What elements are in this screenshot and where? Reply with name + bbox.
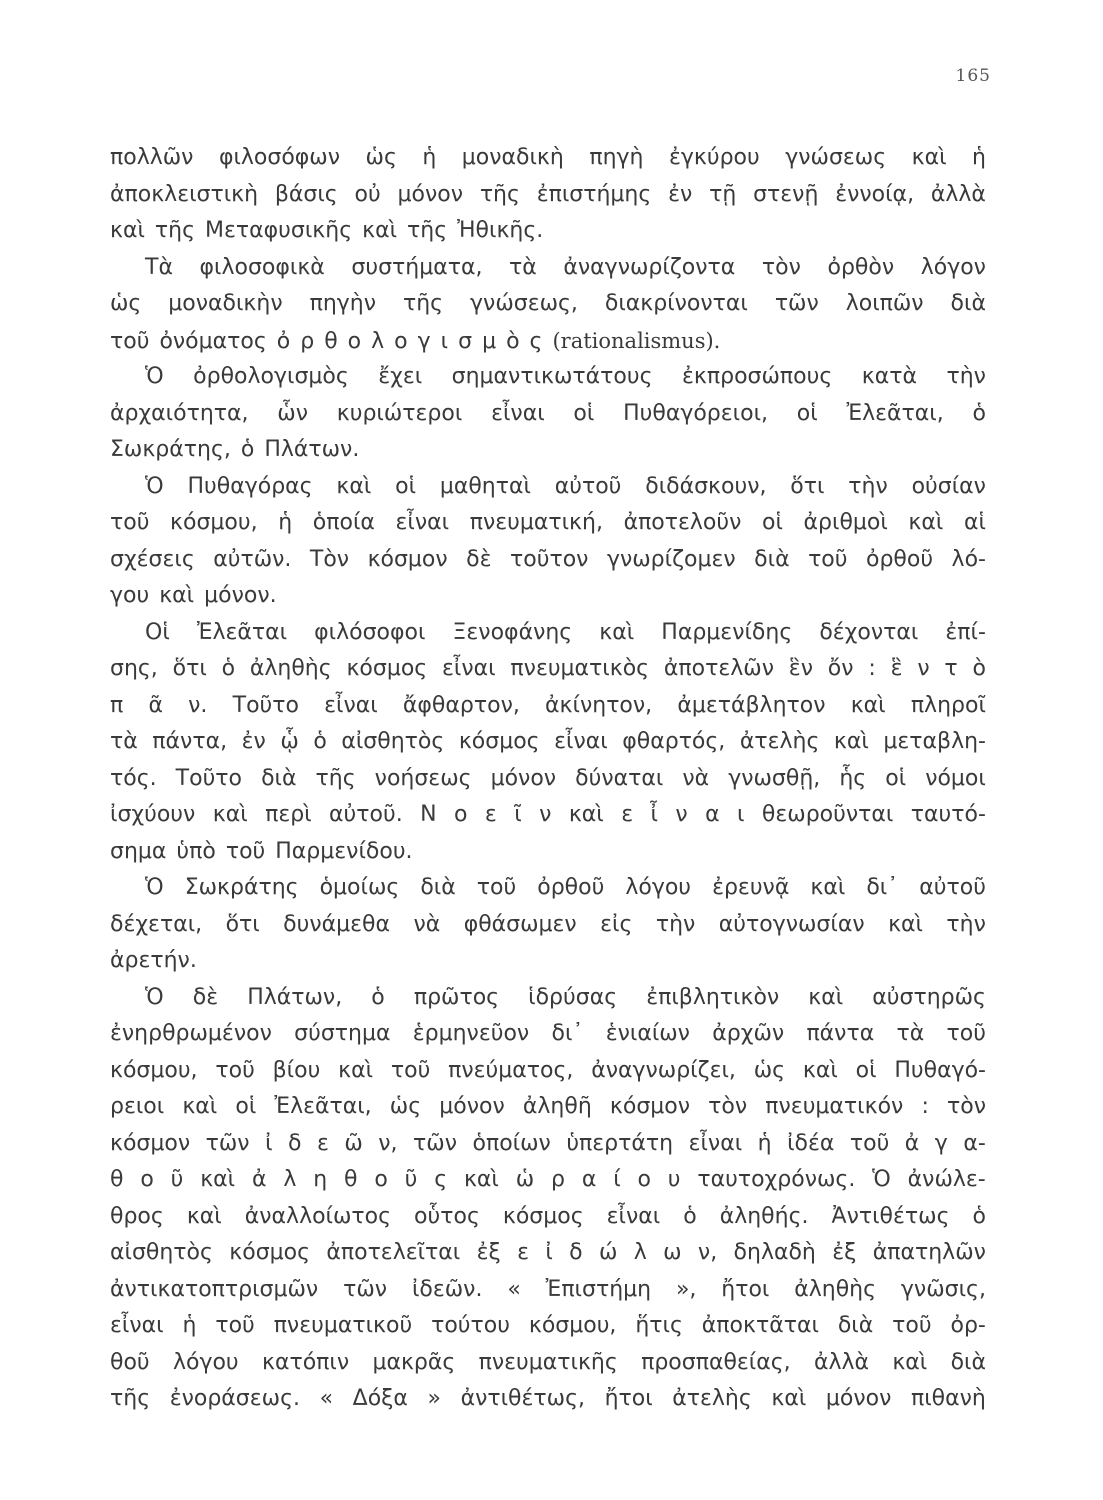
text-line: καὶ τῆς Μεταφυσικῆς καὶ τῆς Ἠθικῆς. [110,218,544,243]
text-line: Τὰ φιλοσοφικὰ συστήματα, τὰ ἀναγνωρίζοντα τὸν ὀρθὸν λόγον [145,254,986,280]
text-line: σχέσεις αὐτῶν. Τὸν κόσμον δὲ τοῦτον γνωρίζομεν διὰ τοῦ ὀρθοῦ λό- [110,546,986,572]
text-line: σης, ὅτι ὁ ἀληθὴς κόσμος εἶναι πνευματικὸς ἀποτελῶν ἓν ὄν : ἓ ν τ ὸ [110,656,986,681]
text-line: Ὁ Πυθαγόρας καὶ οἱ μαθηταὶ αὐτοῦ διδάσκουν, ὅτι τὴν οὐσίαν [145,473,986,499]
text-line: θ ο ῦ καὶ ἀ λ η θ ο ῦ ς καὶ ὡ ρ α ί ο υ ταυτοχρόνως. Ὁ ἀνώλε- [110,1167,986,1192]
text-line: ἀρχαιότητα, ὧν κυριώτεροι εἶναι οἱ Πυθαγόρειοι, οἱ Ἐλεᾶται, ὁ [110,400,986,426]
body-text [110,140,986,1418]
text-line: τὰ πάντα, ἐν ᾧ ὁ αἰσθητὸς κόσμος εἶναι φθαρτός, ἀτελὴς καὶ μεταβλη- [110,729,986,754]
text-line: γου καὶ μόνον. [110,583,277,608]
text-line: δέχεται, ὅτι δυνάμεθα νὰ φθάσωμεν εἰς τὴν αὐτογνωσίαν καὶ τὴν [110,911,986,937]
text-line: π ᾶ ν. Τοῦτο εἶναι ἄφθαρτον, ἀκίνητον, ἀμετάβλητον καὶ πληροῖ [110,692,986,718]
text-line: ρειοι καὶ οἱ Ἐλεᾶται, ὡς μόνον ἀληθῆ κόσμον τὸν πνευματικόν : τὸν [110,1094,986,1119]
text-line: θοῦ λόγου κατόπιν μακρᾶς πνευματικῆς προσπαθείας, ἀλλὰ καὶ διὰ [110,1349,986,1375]
text-line: Ὁ ὀρθολογισμὸς ἔχει σημαντικωτάτους ἐκπροσώπους κατὰ τὴν [145,364,986,389]
text-line: τοῦ ὀνόματος ὀ ρ θ ο λ ο γ ι σ μ ὸ ς (rationalismus). [110,328,721,354]
text-line: σημα ὑπὸ τοῦ Παρμενίδου. [110,838,413,864]
text-line: ἰσχύουν καὶ περὶ αὐτοῦ. Ν ο ε ῖ ν καὶ ε ἶ ν α ι θεωροῦνται ταυτό- [110,802,986,827]
text-line: εἶναι ἡ τοῦ πνευματικοῦ τούτου κόσμου, ἥτις ἀποκτᾶται διὰ τοῦ ὀρ- [110,1313,986,1338]
text-line: Σωκράτης, ὁ Πλάτων. [110,437,360,462]
text-line: Οἱ Ἐλεᾶται φιλόσοφοι Ξενοφάνης καὶ Παρμενίδης δέχονται ἐπί- [145,619,986,645]
text-line: θρος καὶ ἀναλλοίωτος οὗτος κόσμος εἶναι ὁ ἀληθής. Ἀντιθέτως ὁ [110,1203,986,1229]
text-line: αἰσθητὸς κόσμος ἀποτελεῖται ἐξ ε ἰ δ ώ λ ω ν, δηλαδὴ ἐξ ἀπατηλῶν [110,1240,986,1265]
text-line: τοῦ κόσμου, ἡ ὁποία εἶναι πνευματική, ἀποτελοῦν οἱ ἀριθμοὶ καὶ αἱ [110,510,986,535]
text-line: κόσμον τῶν ἰ δ ε ῶ ν, τῶν ὁποίων ὑπερτάτη εἶναι ἡ ἰδέα τοῦ ἀ γ α- [110,1130,986,1156]
text-line: κόσμου, τοῦ βίου καὶ τοῦ πνεύματος, ἀναγνωρίζει, ὡς καὶ οἱ Πυθαγό- [110,1057,986,1083]
text-line: ἐνηρθρωμένον σύστημα ἑρμηνεῦον δι᾿ ἑνιαίων ἀρχῶν πάντα τὰ τοῦ [110,1021,986,1046]
text-line: τός. Τοῦτο διὰ τῆς νοήσεως μόνον δύναται νὰ γνωσθῇ, ἧς οἱ νόμοι [110,765,986,791]
text-line: Ὁ Σωκράτης ὁμοίως διὰ τοῦ ὀρθοῦ λόγου ἐρευνᾷ καὶ δι᾿ αὐτοῦ [145,875,986,900]
text-line: Ὁ δὲ Πλάτων, ὁ πρῶτος ἱδρύσας ἐπιβλητικὸν καὶ αὐστηρῶς [145,984,986,1010]
text-line: ἀποκλειστικὴ βάσις οὐ μόνον τῆς ἐπιστήμης ἐν τῇ στενῇ ἐννοίᾳ, ἀλλὰ [110,181,986,207]
page-number: 165 [955,66,991,86]
text-line: ὡς μοναδικὴν πηγὴν τῆς γνώσεως, διακρίνονται τῶν λοιπῶν διὰ [110,291,986,316]
text-line: τῆς ἐνοράσεως. « Δόξα » ἀντιθέτως, ἤτοι ἀτελὴς καὶ μόνον πιθανὴ [110,1386,986,1411]
text-line: πολλῶν φιλοσόφων ὡς ἡ μοναδικὴ πηγὴ ἐγκύρου γνώσεως καὶ ἡ [110,145,986,170]
text-line: ἀντικατοπτρισμῶν τῶν ἰδεῶν. « Ἐπιστήμη », ἤτοι ἀληθὴς γνῶσις, [110,1276,986,1302]
text-line: ἀρετήν. [110,948,197,973]
